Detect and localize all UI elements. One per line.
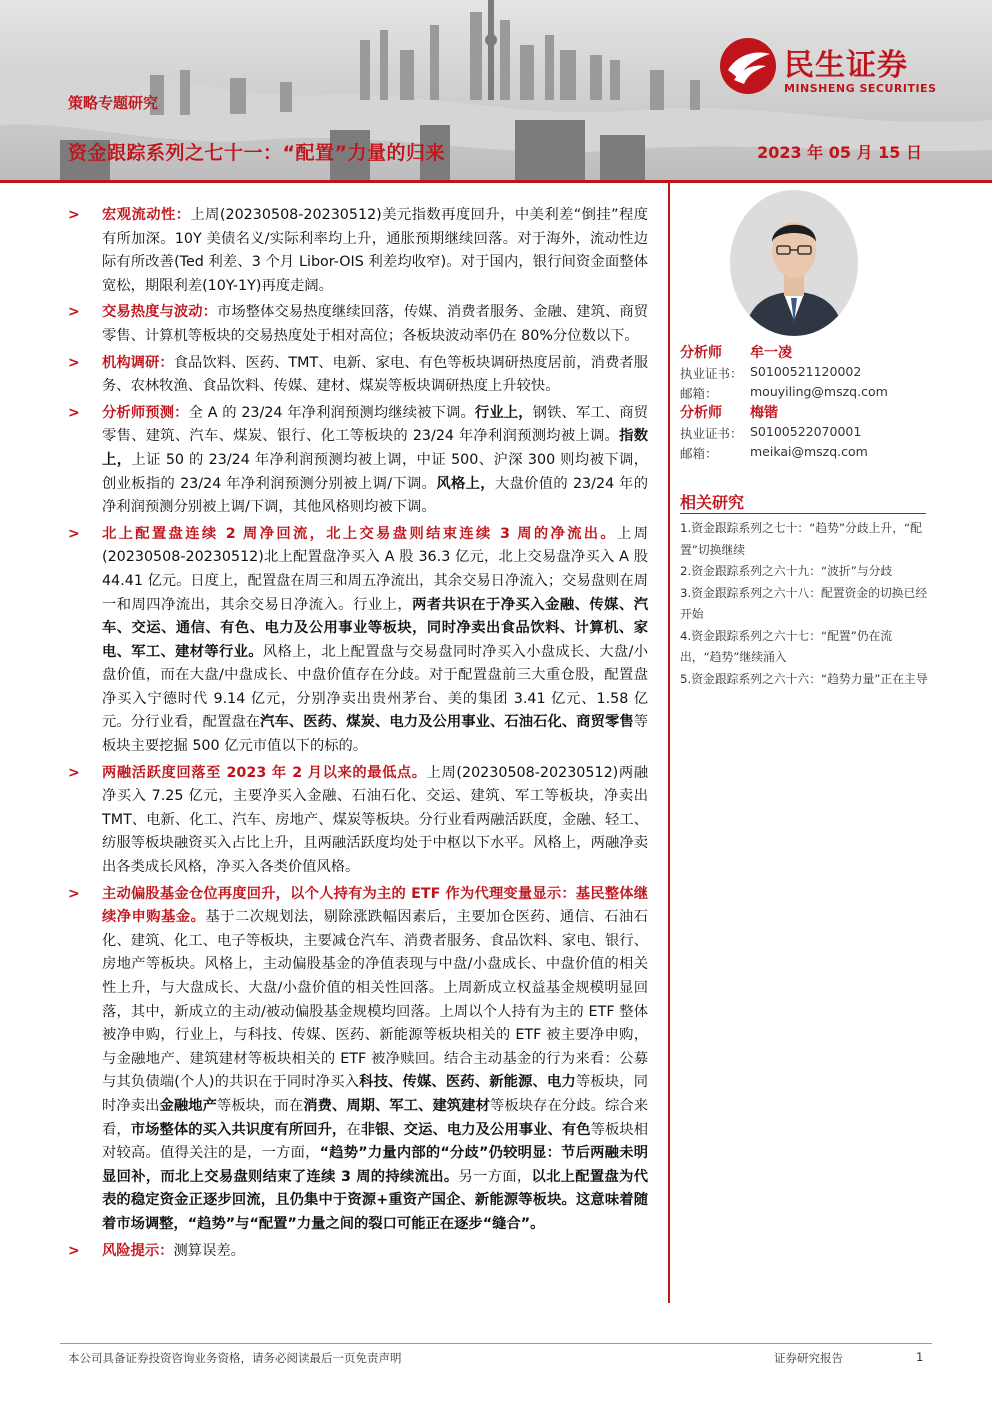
arrow-right-icon: > — [68, 304, 80, 321]
paragraph-bold: 市场整体的买入共识度有所回升， — [130, 1121, 347, 1138]
paragraph-bold: 金融地产 — [159, 1097, 217, 1114]
related-research-divider — [680, 513, 926, 514]
footer-disclaimer: 本公司具备证券投资咨询业务资格，请务必阅读最后一页免责声明 — [68, 1351, 402, 1365]
cert-number: S0100522070001 — [750, 424, 862, 439]
paragraph-text: 测算误差。 — [173, 1242, 245, 1259]
paragraph-lead: 机构调研： — [102, 354, 174, 371]
analyst-photo — [730, 190, 858, 336]
paragraph-lead: 宏观流动性： — [102, 207, 191, 223]
related-research-link[interactable]: 4.资金跟踪系列之六十七：“配置”仍在流出，“趋势”继续涌入 — [680, 628, 893, 664]
email-label: 邮箱： — [680, 386, 718, 401]
paragraph-bold: 两者共识在于净买入金融、传媒、汽车、交运、通信、有色、电力及公用事业等板块，同时净卖出食品饮料、计算机、家电、军工、建材等行业。 — [102, 596, 649, 660]
paragraph-bold: 指数上， — [102, 428, 648, 468]
paragraph-text: 上周(20230508-20230512)两融净买入 7.25 亿元，主要净买入金融、石油石化、交运、建筑、军工等板块，净卖出 TMT、电新、化工、汽车、房地产、煤炭等板块。分行业看两融活跃度，金融、轻工、纺服等板块融资买入占比上升，且两融活跃度均处于中枢以下水平。风格上，两融净卖出各类成长风格，净买入各类价值风格。 — [102, 764, 648, 876]
related-research-link[interactable]: 1.资金跟踪系列之七十：“趋势”分歧上升，“配置”切换继续 — [680, 521, 922, 557]
summary-paragraph-margin-trading — [68, 762, 648, 880]
cert-label: 执业证书： — [680, 366, 743, 381]
paragraph-bold: 科技、传媒、医药、新能源、电力 — [359, 1074, 576, 1091]
arrow-right-icon: > — [68, 404, 80, 421]
paragraph-bold: 以北上配置盘为代表的稳定资金正逐步回流，且仍集中于资源+重资产国企、新能源等板块。这意味着随着市场调整，“趋势”与“配置”力量之间的裂口可能正在逐步“缝合”。 — [102, 1168, 649, 1232]
paragraph-lead: 风险提示： — [102, 1242, 174, 1259]
paragraph-bold: 非银、交运、电力及公用事业、有色 — [360, 1121, 591, 1138]
page-number: 1 — [916, 1350, 924, 1364]
summary-paragraph-northbound — [68, 523, 648, 759]
related-research-link[interactable]: 2.资金跟踪系列之六十九：“波折”与分歧 — [680, 564, 893, 578]
paragraph-text: 基于二次规划法，剔除涨跌幅因素后，主要加仓医药、通信、石油石化、建筑、化工、电子等板块，主要减仓汽车、消费者服务、食品饮料、家电、银行、房地产等板块。风格上，主动偏股基金的净值表现与中盘/小盘成长、中盘价值的相关性上升，与大盘成长、大盘/小盘价值的相关性回落。上周新成立权益基金规模明显回落，其中，新成立的主动/被动偏股基金规模均回落。上周以个人持有为主的 ETF 整体被净申购，行业上，与科技、传媒、医药、新能源等板块相关的 ETF 被主要净申购，与金融地产、建筑建材等板块相关的 ETF 被净赎回。结合主动基金的行为来看：公募与其负债端(个人)的共识在于同时净买入 — [102, 909, 649, 1091]
logo-chinese-text: 民生证券 — [784, 48, 908, 83]
paragraph-lead: 北上配置盘连续 2 周净回流，北上交易盘则结束连续 3 周的净流出。 — [102, 525, 618, 542]
cert-label: 执业证书： — [680, 426, 743, 441]
arrow-right-icon: > — [68, 207, 80, 223]
analyst-role: 分析师 — [680, 405, 722, 421]
company-logo — [718, 36, 968, 106]
paragraph-text: 钢铁、军工、商贸零售、建筑、汽车、煤炭、银行、化工等板块的 23/24 年净利润预测均被上调。 — [102, 404, 649, 445]
related-research-link[interactable]: 5.资金跟踪系列之六十六：“趋势力量”正在主导 — [680, 671, 928, 686]
paragraph-lead: 交易热度与波动： — [102, 304, 217, 321]
paragraph-bold: 行业上， — [474, 404, 533, 421]
summary-paragraph-active-funds — [68, 883, 648, 1237]
related-research-list — [680, 518, 928, 690]
summary-paragraph-institutional-research — [68, 352, 648, 399]
arrow-right-icon: > — [68, 1242, 80, 1259]
logo-english-text: MINSHENG SECURITIES — [784, 82, 937, 95]
analyst-role: 分析师 — [680, 345, 722, 361]
paragraph-text: 大盘价值的 23/24 年的净利润预测分别被上调/下调，其他风格则均被下调。 — [102, 475, 648, 516]
arrow-right-icon: > — [68, 354, 80, 371]
paragraph-text: 等板块相对较高。值得关注的是，一方面， — [102, 1121, 649, 1162]
summary-paragraph-trading-heat — [68, 301, 648, 348]
paragraph-text: 等板块，而在 — [216, 1097, 304, 1114]
paragraph-lead: 分析师预测： — [102, 404, 189, 421]
summary-paragraph-macro-liquidity — [68, 204, 648, 298]
paragraph-text: 风格上，北上配置盘与交易盘同时净买入小盘成长、大盘/小盘价值，而在大盘/中盘成长、中盘价值存在分歧。对于配置盘前三大重仓股，配置盘净买入宁德时代 9.14 亿元，分别净卖出贵州茅台、美的集团 3.41 亿元、1.58 亿元。分行业看，配置盘在 — [102, 643, 648, 731]
footer-divider — [60, 1343, 932, 1344]
paragraph-text: 等板块主要挖掘 500 亿元市值以下的标的。 — [102, 714, 649, 755]
paragraph-bold: 消费、周期、军工、建筑建材 — [303, 1097, 491, 1114]
paragraph-lead: 两融活跃度回落至 2023 年 2 月以来的最低点。 — [102, 764, 427, 781]
logo-emblem-icon — [718, 36, 778, 96]
paragraph-bold: 风格上， — [436, 475, 495, 492]
column-divider — [668, 183, 670, 1303]
paragraph-text: 等板块，同时净卖出 — [102, 1074, 649, 1114]
arrow-right-icon: > — [68, 885, 80, 902]
report-title: 资金跟踪系列之七十一：“配置”力量的归来 — [68, 142, 445, 164]
footer-report-type: 证券研究报告 — [774, 1351, 843, 1365]
report-category: 策略专题研究 — [68, 94, 159, 112]
paragraph-text: 等板块存在分歧。综合来看， — [102, 1097, 649, 1138]
arrow-right-icon: > — [68, 764, 80, 781]
summary-section — [68, 204, 648, 1266]
paragraph-bold: “趋势”力量内部的“分歧”仍较明显：节后两融未明显回补，而北上交易盘则结束了连续 3 周的持续流出。 — [102, 1145, 648, 1185]
paragraph-bold: 汽车、医药、煤炭、电力及公用事业、石油石化、商贸零售 — [260, 714, 634, 731]
person-photo-icon — [730, 190, 858, 336]
analyst-name: 牟一凌 — [750, 345, 792, 361]
paragraph-text: 上周(20230508-20230512)美元指数再度回升，中美利差“倒挂”程度有所加深。10Y 美债名义/实际利率均上升，通胀预期继续回落。对于海外，流动性边际有所改善(Ted 利差、3 个月 Libor-OIS 利差均收窄)。对于国内，银行间资金面整体宽松，期限利差(10Y-1Y)再度走阔。 — [102, 207, 649, 294]
related-research-link[interactable]: 3.资金跟踪系列之六十八：配置资金的切换已经开始 — [680, 585, 928, 621]
paragraph-text: 在 — [346, 1121, 361, 1138]
header-divider — [0, 180, 992, 183]
paragraph-text: 全 A 的 23/24 年净利润预测均继续被下调。 — [188, 404, 475, 421]
arrow-right-icon: > — [68, 525, 80, 542]
paragraph-text: 市场整体交易热度继续回落，传媒、消费者服务、金融、建筑、商贸零售、计算机等板块的交易热度处于相对高位；各板块波动率仍在 80%分位数以下。 — [102, 304, 649, 344]
email-link[interactable]: mouyiling@mszq.com — [750, 384, 888, 399]
paragraph-text: 上周(20230508-20230512)北上配置盘净买入 A 股 36.3 亿元，北上交易盘净买入 A 股 44.41 亿元。日度上，配置盘在周三和周五净流出，其余交易日净流入；交易盘则在周一和周四净流出，其余交易日净流入。行业上， — [102, 525, 648, 613]
summary-paragraph-risk — [68, 1240, 648, 1264]
email-label: 邮箱： — [680, 446, 718, 461]
email-link[interactable]: meikai@mszq.com — [750, 444, 868, 459]
paragraph-text: 食品饮料、医药、TMT、电新、家电、有色等板块调研热度居前，消费者服务、农林牧渔、食品饮料、传媒、建材、煤炭等板块调研热度上升较快。 — [102, 354, 648, 395]
paragraph-text: 上证 50 的 23/24 年净利润预测均被上调，中证 500、沪深 300 则均被下调，创业板指的 23/24 年净利润预测分别被上调/下调。 — [102, 451, 649, 492]
analyst-name: 梅锴 — [750, 405, 778, 421]
report-date: 2023 年 05 月 15 日 — [757, 143, 922, 162]
related-research-title: 相关研究 — [680, 493, 745, 512]
cert-number: S0100521120002 — [750, 364, 862, 379]
paragraph-text: 另一方面， — [458, 1168, 532, 1185]
paragraph-lead: 主动偏股基金仓位再度回升，以个人持有为主的 ETF 作为代理变量显示：基民整体继续净申购基金。 — [102, 885, 648, 926]
summary-paragraph-analyst-forecast — [68, 402, 648, 520]
